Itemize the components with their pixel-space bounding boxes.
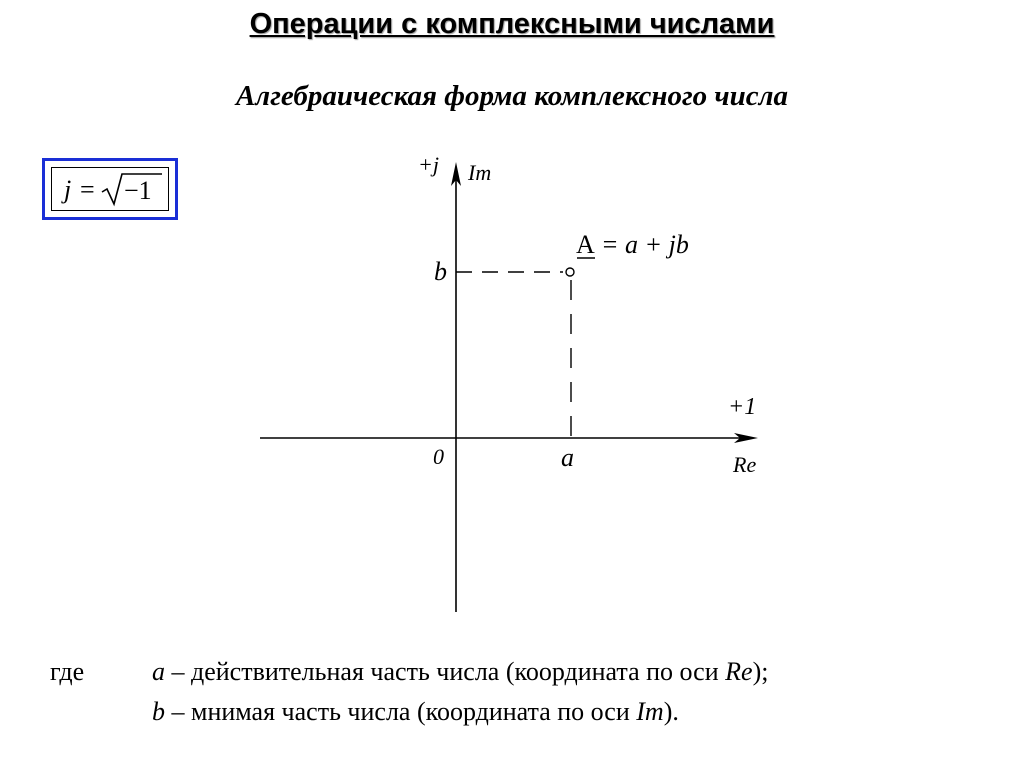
- slide-subtitle: Алгебраическая форма комплексного числа: [235, 80, 789, 112]
- x-coord-label: a: [561, 443, 574, 472]
- caption-text-1: – действительная часть числа (координата по оси: [165, 657, 726, 686]
- y-axis-plus-label: +j: [418, 152, 439, 177]
- x-axis-plus-label: +1: [728, 394, 757, 420]
- caption-end-1: );: [752, 657, 769, 686]
- point-name: A: [576, 230, 595, 259]
- caption-end-2: ).: [663, 697, 679, 726]
- caption-axis-re: Re: [725, 657, 753, 686]
- y-coord-label: b: [434, 257, 447, 286]
- caption-row-2: [50, 692, 768, 732]
- formula-lhs: j: [64, 175, 72, 204]
- formula-radicand: −1: [124, 176, 152, 205]
- caption-text-2: – мнимая часть числа (координата по оси: [165, 697, 637, 726]
- caption-axis-im: Im: [636, 697, 664, 726]
- formula-equals: =: [80, 175, 95, 204]
- caption-line-2: [152, 692, 679, 732]
- origin-label: 0: [433, 444, 444, 469]
- point-equation: = a + jb: [601, 230, 689, 259]
- caption: [50, 652, 768, 732]
- caption-var-a: a: [152, 657, 165, 686]
- y-axis-name-label: Im: [468, 160, 492, 185]
- caption-var-b: b: [152, 697, 165, 726]
- caption-lead-spacer: [50, 692, 152, 732]
- x-axis-name-label: Re: [733, 452, 757, 477]
- slide-title: Операции с комплексными числами: [249, 8, 775, 40]
- point-a-marker: [566, 268, 574, 276]
- caption-lead: где: [50, 657, 85, 686]
- caption-line-1: [152, 652, 768, 692]
- caption-row-1: [50, 652, 768, 692]
